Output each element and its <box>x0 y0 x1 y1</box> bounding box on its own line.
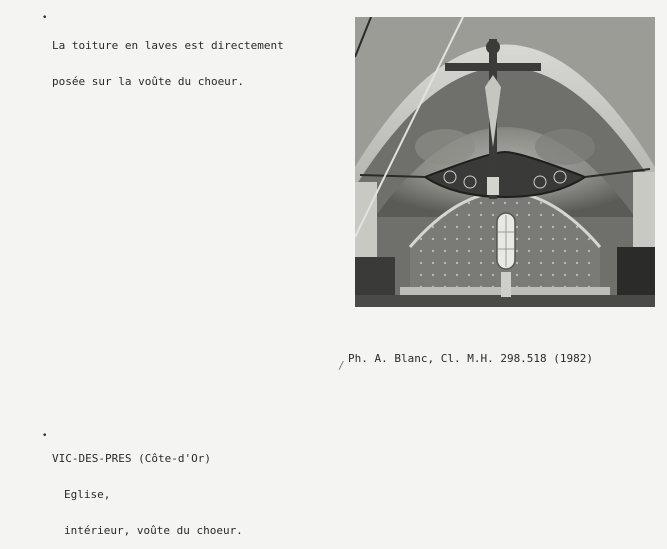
photo-credit: Ph. A. Blanc, Cl. M.H. 298.518 (1982) <box>348 352 594 365</box>
choir-vault-image <box>355 17 655 307</box>
photo-credit-tick: / <box>338 359 345 372</box>
caption-building: Eglise, <box>64 488 111 501</box>
caption-top <box>52 16 284 100</box>
caption-place: VIC-DES-PRES (Côte-d'Or) <box>52 452 211 465</box>
choir-vault-photograph <box>355 17 655 307</box>
caption-top-line-2: posée sur la voûte du choeur. <box>52 75 245 88</box>
caption-subject: intérieur, voûte du choeur. <box>64 524 243 537</box>
caption-top-line-1: La toiture en laves est directement <box>52 39 284 52</box>
bullet-mark-top: • <box>42 13 48 23</box>
caption-bottom <box>52 429 243 549</box>
bullet-mark-bottom: • <box>42 431 48 441</box>
